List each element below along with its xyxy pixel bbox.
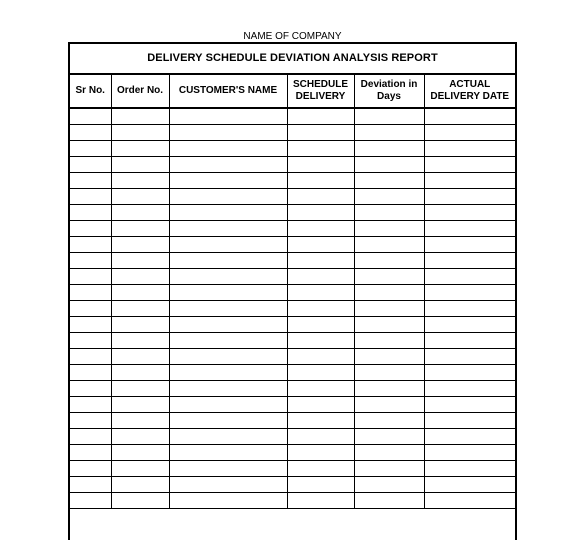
- table-cell[interactable]: [111, 412, 169, 428]
- table-cell[interactable]: [169, 444, 287, 460]
- table-body: [70, 108, 515, 508]
- table-cell[interactable]: [424, 476, 515, 492]
- table-row: [70, 300, 515, 316]
- table-cell[interactable]: [354, 284, 424, 300]
- table-row: [70, 108, 515, 124]
- table-cell[interactable]: [424, 444, 515, 460]
- table-cell[interactable]: [287, 348, 354, 364]
- table-cell[interactable]: [287, 124, 354, 140]
- table-cell[interactable]: [354, 252, 424, 268]
- table-cell[interactable]: [169, 380, 287, 396]
- table-row: [70, 364, 515, 380]
- table-row: [70, 412, 515, 428]
- table-cell[interactable]: [169, 316, 287, 332]
- table-cell[interactable]: [354, 220, 424, 236]
- table-cell[interactable]: [287, 332, 354, 348]
- table-cell[interactable]: [287, 108, 354, 124]
- table-row: [70, 236, 515, 252]
- table-cell[interactable]: [354, 236, 424, 252]
- table-cell[interactable]: [287, 460, 354, 476]
- table-cell[interactable]: [70, 396, 111, 412]
- table-cell[interactable]: [287, 284, 354, 300]
- table-cell[interactable]: [424, 460, 515, 476]
- table-cell[interactable]: [111, 332, 169, 348]
- table-cell[interactable]: [169, 284, 287, 300]
- table-cell[interactable]: [354, 476, 424, 492]
- column-header-schedule-delivery: SCHEDULE DELIVERY: [287, 75, 354, 108]
- table-cell[interactable]: [111, 220, 169, 236]
- table-cell[interactable]: [169, 124, 287, 140]
- table-row: [70, 460, 515, 476]
- table-cell[interactable]: [111, 156, 169, 172]
- table-cell[interactable]: [70, 220, 111, 236]
- report-table: [70, 75, 515, 509]
- table-cell[interactable]: [354, 412, 424, 428]
- table-cell[interactable]: [111, 396, 169, 412]
- table-cell[interactable]: [424, 412, 515, 428]
- table-cell[interactable]: [169, 220, 287, 236]
- table-cell[interactable]: [354, 428, 424, 444]
- table-cell[interactable]: [287, 396, 354, 412]
- table-cell[interactable]: [354, 108, 424, 124]
- table-cell[interactable]: [287, 236, 354, 252]
- table-cell[interactable]: [287, 364, 354, 380]
- table-cell[interactable]: [169, 332, 287, 348]
- table-cell[interactable]: [111, 236, 169, 252]
- table-cell[interactable]: [70, 140, 111, 156]
- table-cell[interactable]: [354, 124, 424, 140]
- table-cell[interactable]: [287, 412, 354, 428]
- table-cell[interactable]: [424, 396, 515, 412]
- table-cell[interactable]: [70, 380, 111, 396]
- table-cell[interactable]: [287, 300, 354, 316]
- table-cell[interactable]: [70, 316, 111, 332]
- table-cell[interactable]: [287, 444, 354, 460]
- table-cell[interactable]: [111, 460, 169, 476]
- table-cell[interactable]: [111, 172, 169, 188]
- table-row: [70, 204, 515, 220]
- table-cell[interactable]: [111, 124, 169, 140]
- table-cell[interactable]: [70, 428, 111, 444]
- table-cell[interactable]: [111, 268, 169, 284]
- table-row: [70, 220, 515, 236]
- table-cell[interactable]: [111, 364, 169, 380]
- table-cell[interactable]: [169, 364, 287, 380]
- table-cell[interactable]: [70, 332, 111, 348]
- table-cell[interactable]: [111, 476, 169, 492]
- header-row: [70, 75, 515, 108]
- table-row: [70, 428, 515, 444]
- table-cell[interactable]: [287, 252, 354, 268]
- table-row: [70, 140, 515, 156]
- table-cell[interactable]: [70, 284, 111, 300]
- table-row: [70, 396, 515, 412]
- table-row: [70, 444, 515, 460]
- table-cell[interactable]: [354, 332, 424, 348]
- table-cell[interactable]: [169, 204, 287, 220]
- table-cell[interactable]: [70, 444, 111, 460]
- table-cell[interactable]: [354, 460, 424, 476]
- table-cell[interactable]: [169, 300, 287, 316]
- table-cell[interactable]: [424, 188, 515, 204]
- report-sheet: [68, 42, 517, 540]
- table-row: [70, 348, 515, 364]
- table-cell[interactable]: [70, 108, 111, 124]
- table-cell[interactable]: [287, 492, 354, 508]
- table-cell[interactable]: [111, 188, 169, 204]
- table-cell[interactable]: [287, 140, 354, 156]
- table-cell[interactable]: [354, 380, 424, 396]
- table-cell[interactable]: [70, 364, 111, 380]
- table-cell[interactable]: [424, 284, 515, 300]
- table-cell[interactable]: [111, 204, 169, 220]
- table-cell[interactable]: [169, 252, 287, 268]
- table-cell[interactable]: [287, 268, 354, 284]
- table-cell[interactable]: [70, 124, 111, 140]
- table-row: [70, 124, 515, 140]
- table-row: [70, 172, 515, 188]
- column-header-actual-delivery-date: ACTUAL DELIVERY DATE: [424, 75, 515, 108]
- table-cell[interactable]: [354, 300, 424, 316]
- table-cell[interactable]: [287, 172, 354, 188]
- table-cell[interactable]: [424, 156, 515, 172]
- table-cell[interactable]: [169, 140, 287, 156]
- table-cell[interactable]: [169, 476, 287, 492]
- table-row: [70, 268, 515, 284]
- table-cell[interactable]: [354, 444, 424, 460]
- table-cell[interactable]: [424, 428, 515, 444]
- table-cell[interactable]: [424, 172, 515, 188]
- table-cell[interactable]: [111, 380, 169, 396]
- table-row: [70, 316, 515, 332]
- table-cell[interactable]: [424, 316, 515, 332]
- table-cell[interactable]: [111, 348, 169, 364]
- table-cell[interactable]: [354, 364, 424, 380]
- table-row: [70, 332, 515, 348]
- table-cell[interactable]: [169, 108, 287, 124]
- table-cell[interactable]: [354, 396, 424, 412]
- table-cell[interactable]: [287, 156, 354, 172]
- table-cell[interactable]: [424, 220, 515, 236]
- table-cell[interactable]: [287, 204, 354, 220]
- table-cell[interactable]: [424, 204, 515, 220]
- table-cell[interactable]: [424, 348, 515, 364]
- table-cell[interactable]: [111, 492, 169, 508]
- table-cell[interactable]: [354, 316, 424, 332]
- table-cell[interactable]: [111, 300, 169, 316]
- table-cell[interactable]: [111, 284, 169, 300]
- table-cell[interactable]: [70, 268, 111, 284]
- table-cell[interactable]: [169, 428, 287, 444]
- table-row: [70, 284, 515, 300]
- table-cell[interactable]: [354, 140, 424, 156]
- table-cell[interactable]: [70, 188, 111, 204]
- table-cell[interactable]: [354, 188, 424, 204]
- table-cell[interactable]: [354, 156, 424, 172]
- table-cell[interactable]: [111, 428, 169, 444]
- table-cell[interactable]: [424, 332, 515, 348]
- table-cell[interactable]: [169, 188, 287, 204]
- table-cell[interactable]: [424, 300, 515, 316]
- table-cell[interactable]: [70, 236, 111, 252]
- table-cell[interactable]: [424, 140, 515, 156]
- table-cell[interactable]: [70, 252, 111, 268]
- table-cell[interactable]: [424, 124, 515, 140]
- table-cell[interactable]: [287, 220, 354, 236]
- column-header-customer-name: CUSTOMER'S NAME: [169, 75, 287, 108]
- table-cell[interactable]: [169, 268, 287, 284]
- report-title: DELIVERY SCHEDULE DEVIATION ANALYSIS REPORT: [70, 44, 515, 75]
- table-cell[interactable]: [424, 108, 515, 124]
- table-cell[interactable]: [169, 172, 287, 188]
- table-cell[interactable]: [70, 300, 111, 316]
- table-cell[interactable]: [287, 428, 354, 444]
- table-row: [70, 188, 515, 204]
- table-row: [70, 476, 515, 492]
- table-cell[interactable]: [70, 204, 111, 220]
- table-cell[interactable]: [70, 492, 111, 508]
- table-cell[interactable]: [424, 492, 515, 508]
- table-cell[interactable]: [424, 236, 515, 252]
- table-cell[interactable]: [287, 188, 354, 204]
- table-cell[interactable]: [70, 476, 111, 492]
- table-cell[interactable]: [354, 268, 424, 284]
- table-cell[interactable]: [169, 348, 287, 364]
- table-cell[interactable]: [111, 252, 169, 268]
- table-cell[interactable]: [111, 108, 169, 124]
- table-cell[interactable]: [354, 492, 424, 508]
- table-cell[interactable]: [287, 316, 354, 332]
- table-cell[interactable]: [354, 204, 424, 220]
- table-cell[interactable]: [169, 236, 287, 252]
- table-cell[interactable]: [354, 172, 424, 188]
- table-cell[interactable]: [70, 460, 111, 476]
- table-cell[interactable]: [169, 460, 287, 476]
- table-cell[interactable]: [424, 252, 515, 268]
- table-row: [70, 492, 515, 508]
- column-header-sr-no: Sr No.: [70, 75, 111, 108]
- table-row: [70, 380, 515, 396]
- table-cell[interactable]: [169, 156, 287, 172]
- table-cell[interactable]: [169, 412, 287, 428]
- table-cell[interactable]: [70, 412, 111, 428]
- table-cell[interactable]: [70, 348, 111, 364]
- table-cell[interactable]: [169, 492, 287, 508]
- table-cell[interactable]: [424, 268, 515, 284]
- table-cell[interactable]: [424, 364, 515, 380]
- table-cell[interactable]: [424, 380, 515, 396]
- table-cell[interactable]: [169, 396, 287, 412]
- column-header-deviation-days: Deviation in Days: [354, 75, 424, 108]
- table-cell[interactable]: [287, 476, 354, 492]
- table-row: [70, 252, 515, 268]
- table-cell[interactable]: [111, 140, 169, 156]
- column-header-order-no: Order No.: [111, 75, 169, 108]
- table-cell[interactable]: [70, 156, 111, 172]
- table-cell[interactable]: [354, 348, 424, 364]
- table-row: [70, 156, 515, 172]
- table-cell[interactable]: [111, 444, 169, 460]
- table-cell[interactable]: [287, 380, 354, 396]
- table-cell[interactable]: [111, 316, 169, 332]
- company-name: NAME OF COMPANY: [243, 31, 342, 42]
- table-cell[interactable]: [70, 172, 111, 188]
